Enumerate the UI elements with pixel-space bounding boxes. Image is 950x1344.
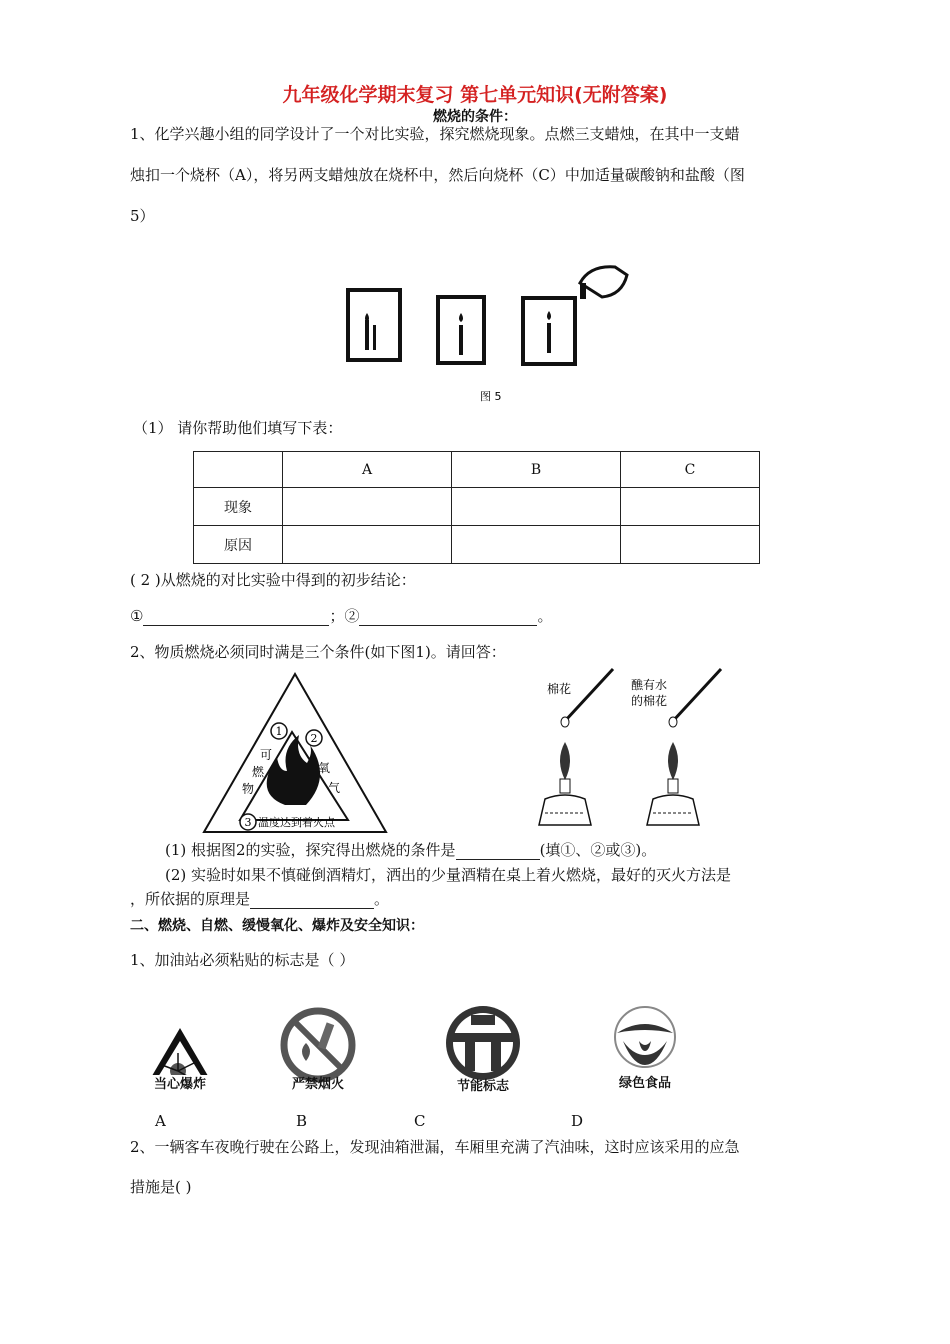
triangle-number-1: 1 [275,725,283,738]
conclusion-blank-2[interactable] [359,609,537,626]
section-2-heading: 二、燃烧、自燃、缓慢氧化、爆炸及安全知识： [130,918,424,934]
flame-icon [560,742,570,780]
triangle-number-3: 3 [244,816,252,829]
observation-table [193,451,760,564]
option-d[interactable]: D [571,1112,584,1130]
option-c[interactable]: C [414,1112,426,1130]
table-row-label: 原因 [194,526,283,564]
q2-sub2-end: 。 [374,890,390,908]
energy-saving-icon [443,1003,523,1083]
explosion-warning-icon [140,1025,230,1075]
q2-line1: 2、物质燃烧必须同时满是三个条件(如下图1)。请回答： [130,643,506,661]
separator: ；② [329,607,360,625]
q2-sub2-blank[interactable] [250,892,374,909]
q2-sub1-text-end: (填①、②或③)。 [539,841,657,859]
q1-conclusion-line [130,606,552,626]
s2-q2-line1: 2、一辆客车夜晚行驶在公路上，发现油箱泄漏，车厢里充满了汽油味，这时应该采用的应急 [130,1138,740,1156]
right-label-1: 氧 [318,761,331,775]
q2-sub1 [165,840,656,860]
figure-5-candles [340,255,640,405]
q1-line2: 烛扣一个烧杯（A），将另两支蜡烛放在烧杯中，然后向烧杯（C）中加适量碳酸钠和盐酸（图 [130,166,745,184]
conclusion-end: 。 [537,607,553,625]
table-row-label: 现象 [194,488,283,526]
table-header-a: A [283,452,452,488]
q1-part2: ( 2 )从燃烧的对比实验中得到的初步结论： [130,571,416,589]
triangle-number-2: 2 [310,732,318,745]
green-food-icon [605,1003,685,1073]
alcohol-lamp-figure [525,665,745,835]
table-cell[interactable] [283,526,452,564]
wet-cotton-label-2: 的棉花 [631,694,668,708]
q2-sub1-blank[interactable] [456,843,540,860]
q1-part1: （1） 请你帮助他们填写下表： [133,419,343,437]
sign-label-b: 严禁烟火 [291,1077,344,1092]
cotton-label: 棉花 [547,682,572,696]
sign-label-c: 节能标志 [456,1079,509,1094]
q2-sub2-cont [130,889,389,909]
left-label-2: 燃 [252,765,265,779]
table-cell[interactable] [452,488,621,526]
flame-icon [668,742,678,780]
left-label-1: 可 [260,748,273,762]
table-cell[interactable] [621,488,760,526]
sign-label-a: 当心爆炸 [153,1077,206,1092]
q2-sub1-text: (1) 根据图2的实验，探究得出燃烧的条件是 [165,841,456,859]
table-cell[interactable] [452,526,621,564]
table-cell[interactable] [621,526,760,564]
bottom-label: 温度达到着火点 [258,816,335,829]
q1-line1: 1、化学兴趣小组的同学设计了一个对比实验，探究燃烧现象。点燃三支蜡烛，在其中一支蜡 [130,125,740,143]
table-header-b: B [452,452,621,488]
sign-label-d: 绿色食品 [618,1076,671,1091]
wet-cotton-label-1: 醮有水 [631,678,668,692]
table-header-empty [194,452,283,488]
left-label-3: 物 [242,782,255,796]
circle-1: ① [130,607,144,625]
figure-5-caption: 图 5 [480,390,502,403]
right-label-2: 气 [328,781,341,795]
s2-q1: 1、加油站必须粘贴的标志是（ ） [130,951,355,969]
q2-sub2-text: ，所依据的原理是 [130,890,251,908]
option-b[interactable]: B [296,1112,308,1130]
page-title: 九年级化学期末复习 第七单元知识(无附答案) [282,84,668,106]
option-a[interactable]: A [155,1112,166,1130]
q1-line3: 5） [130,207,155,225]
table-cell[interactable] [283,488,452,526]
fire-triangle-figure [200,670,390,836]
q2-sub2: (2) 实验时如果不慎碰倒酒精灯，洒出的少量酒精在桌上着火燃烧，最好的灭火方法是 [165,866,732,884]
table-header-c: C [621,452,760,488]
conclusion-blank-1[interactable] [143,609,329,626]
section-subtitle: 燃烧的条件： [433,109,517,125]
s2-q2-line2: 措施是( ) [130,1178,192,1196]
